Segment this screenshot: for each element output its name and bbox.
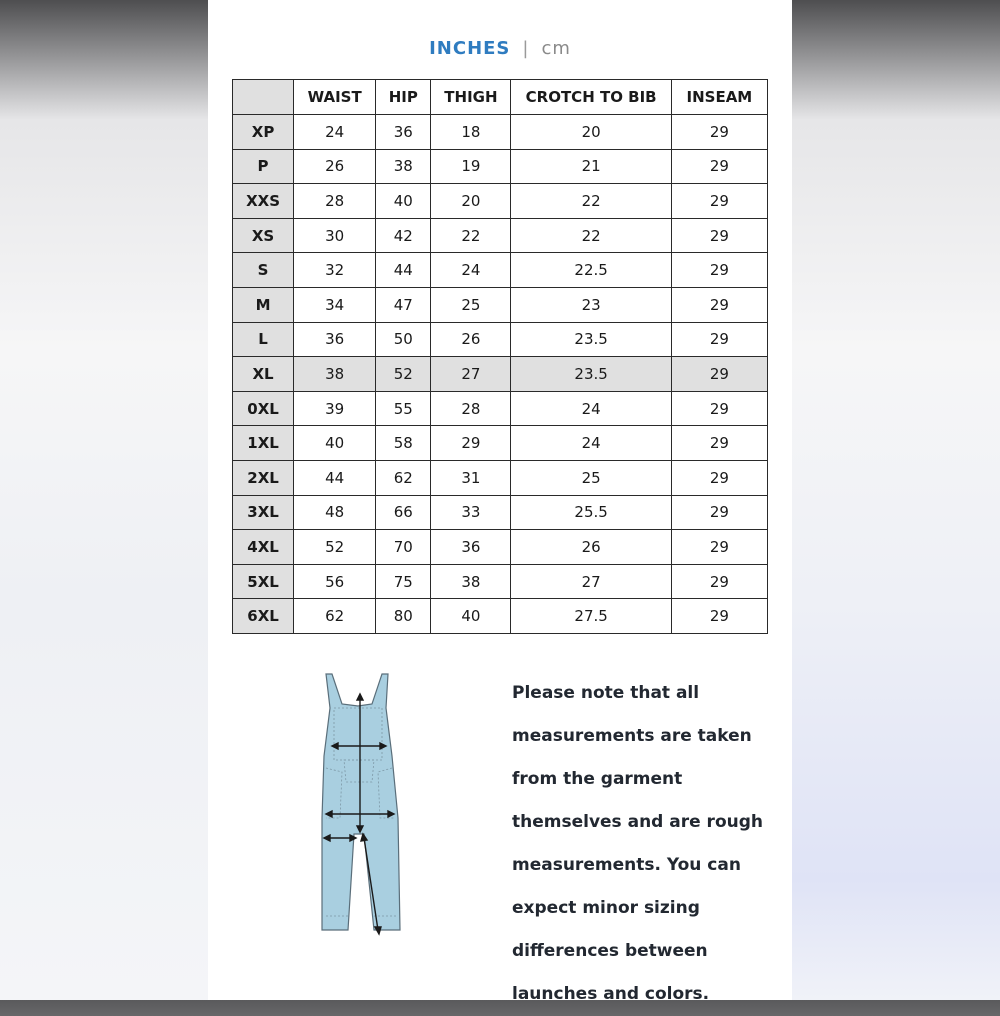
measurement-cell: 40	[294, 426, 376, 461]
measurement-cell: 66	[376, 495, 431, 530]
measurement-cell: 40	[431, 599, 511, 634]
measurement-cell: 21	[511, 149, 671, 184]
measurement-cell: 56	[294, 564, 376, 599]
table-header-row	[233, 80, 768, 115]
measurement-cell: 27	[511, 564, 671, 599]
size-label-cell: M	[233, 287, 294, 322]
measurement-note: Please note that all measurements are taken from the garment themselves and are rough measurements. You can expect minor sizing differences between launches and colors.	[512, 683, 763, 1004]
measurement-cell: 29	[671, 184, 767, 219]
column-header: INSEAM	[671, 80, 767, 115]
measurement-cell: 25	[431, 287, 511, 322]
table-row	[233, 357, 768, 392]
measurement-cell: 70	[376, 530, 431, 565]
measurement-cell: 28	[294, 184, 376, 219]
measurement-cell: 29	[671, 599, 767, 634]
size-label-cell: XXS	[233, 184, 294, 219]
measurement-cell: 44	[376, 253, 431, 288]
measurement-cell: 44	[294, 460, 376, 495]
table-body	[233, 115, 768, 634]
unit-inches-option[interactable]: INCHES	[429, 38, 511, 59]
measurement-cell: 42	[376, 218, 431, 253]
size-label-cell: XP	[233, 115, 294, 150]
column-header: CROTCH TO BIB	[511, 80, 671, 115]
measurement-cell: 22	[431, 218, 511, 253]
table-row	[233, 530, 768, 565]
unit-separator: |	[522, 38, 530, 59]
size-label-cell: S	[233, 253, 294, 288]
size-label-cell: 5XL	[233, 564, 294, 599]
size-table	[232, 79, 768, 634]
measurement-cell: 28	[431, 391, 511, 426]
measurement-cell: 25	[511, 460, 671, 495]
size-label-cell: 2XL	[233, 460, 294, 495]
measurement-cell: 29	[431, 426, 511, 461]
measurement-cell: 50	[376, 322, 431, 357]
overalls-measurement-diagram	[308, 668, 418, 938]
measurement-cell: 24	[511, 426, 671, 461]
measurement-cell: 52	[376, 357, 431, 392]
measurement-cell: 39	[294, 391, 376, 426]
size-label-cell: 0XL	[233, 391, 294, 426]
measurement-cell: 47	[376, 287, 431, 322]
measurement-cell: 62	[376, 460, 431, 495]
table-row	[233, 322, 768, 357]
measurement-cell: 29	[671, 218, 767, 253]
table-row	[233, 495, 768, 530]
measurement-cell: 24	[511, 391, 671, 426]
table-row	[233, 149, 768, 184]
measurement-cell: 23.5	[511, 322, 671, 357]
measurement-cell: 29	[671, 495, 767, 530]
measurement-cell: 55	[376, 391, 431, 426]
measurement-cell: 29	[671, 115, 767, 150]
measurement-cell: 26	[294, 149, 376, 184]
measurement-cell: 48	[294, 495, 376, 530]
size-label-cell: 3XL	[233, 495, 294, 530]
measurement-cell: 20	[431, 184, 511, 219]
measurement-cell: 23.5	[511, 357, 671, 392]
measurement-cell: 29	[671, 149, 767, 184]
measurement-cell: 25.5	[511, 495, 671, 530]
measurement-cell: 52	[294, 530, 376, 565]
measurement-cell: 36	[376, 115, 431, 150]
table-row	[233, 564, 768, 599]
background-blur-left	[0, 0, 208, 1000]
unit-toggle	[208, 38, 792, 59]
size-label-cell: 4XL	[233, 530, 294, 565]
measurement-cell: 36	[294, 322, 376, 357]
measurement-cell: 29	[671, 322, 767, 357]
table-row	[233, 218, 768, 253]
size-label-cell: 1XL	[233, 426, 294, 461]
unit-cm-option[interactable]: cm	[541, 38, 571, 59]
table-row	[233, 391, 768, 426]
size-label-cell: XS	[233, 218, 294, 253]
table-row	[233, 253, 768, 288]
measurement-cell: 19	[431, 149, 511, 184]
column-header: HIP	[376, 80, 431, 115]
measurement-cell: 38	[294, 357, 376, 392]
measurement-cell: 30	[294, 218, 376, 253]
table-row	[233, 426, 768, 461]
measurement-cell: 29	[671, 564, 767, 599]
measurement-cell: 29	[671, 391, 767, 426]
table-row	[233, 460, 768, 495]
measurement-cell: 29	[671, 287, 767, 322]
measurement-cell: 38	[376, 149, 431, 184]
measurement-cell: 29	[671, 460, 767, 495]
measurement-cell: 29	[671, 530, 767, 565]
size-label-cell: P	[233, 149, 294, 184]
measurement-cell: 24	[294, 115, 376, 150]
measurement-cell: 29	[671, 357, 767, 392]
table-corner-cell	[233, 80, 294, 115]
measurement-cell: 36	[431, 530, 511, 565]
overalls-garment	[322, 674, 400, 930]
measurement-cell: 80	[376, 599, 431, 634]
measurement-cell: 31	[431, 460, 511, 495]
measurement-cell: 40	[376, 184, 431, 219]
measurement-cell: 18	[431, 115, 511, 150]
measurement-cell: 22.5	[511, 253, 671, 288]
size-chart-sheet	[208, 0, 792, 1004]
measurement-cell: 27.5	[511, 599, 671, 634]
measurement-cell: 26	[431, 322, 511, 357]
measurement-cell: 62	[294, 599, 376, 634]
measurement-cell: 23	[511, 287, 671, 322]
measurement-cell: 75	[376, 564, 431, 599]
measurement-cell: 29	[671, 253, 767, 288]
measurement-cell: 34	[294, 287, 376, 322]
measurement-cell: 22	[511, 218, 671, 253]
measurement-cell: 22	[511, 184, 671, 219]
background-blur-right	[792, 0, 1000, 1000]
measurement-cell: 29	[671, 426, 767, 461]
measurement-cell: 58	[376, 426, 431, 461]
measurement-cell: 32	[294, 253, 376, 288]
measurement-cell: 27	[431, 357, 511, 392]
measurement-cell: 24	[431, 253, 511, 288]
measurement-cell: 33	[431, 495, 511, 530]
measurement-cell: 38	[431, 564, 511, 599]
table-row	[233, 287, 768, 322]
size-label-cell: XL	[233, 357, 294, 392]
column-header: THIGH	[431, 80, 511, 115]
table-row	[233, 599, 768, 634]
measurement-cell: 20	[511, 115, 671, 150]
column-header: WAIST	[294, 80, 376, 115]
table-row	[233, 184, 768, 219]
table-row	[233, 115, 768, 150]
size-label-cell: L	[233, 322, 294, 357]
size-label-cell: 6XL	[233, 599, 294, 634]
measurement-cell: 26	[511, 530, 671, 565]
